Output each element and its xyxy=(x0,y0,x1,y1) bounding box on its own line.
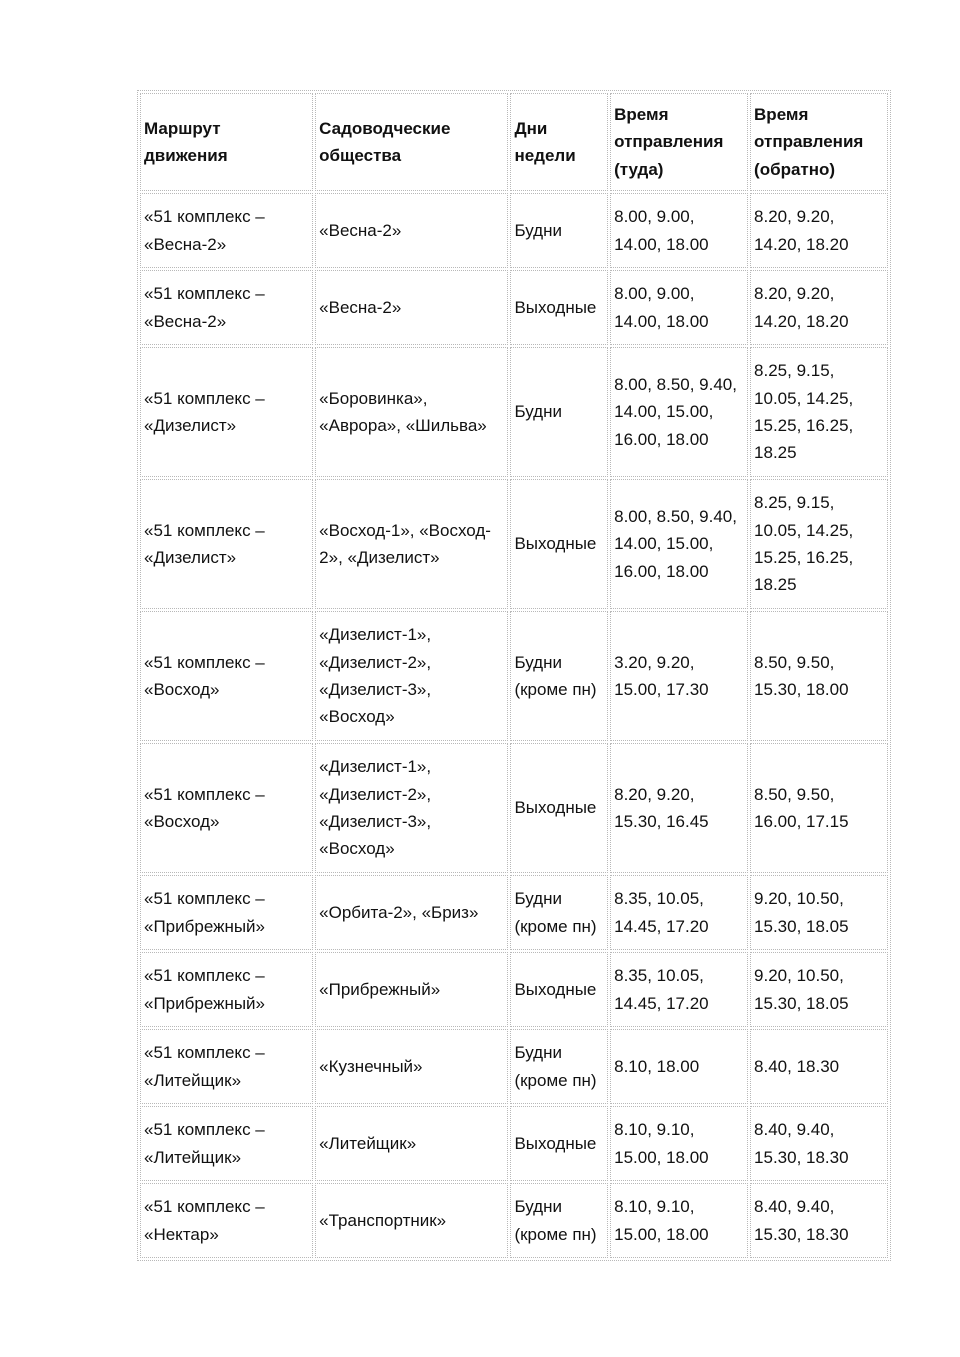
cell-line: «51 комплекс – xyxy=(144,388,265,408)
departure-to-cell xyxy=(610,1106,748,1181)
route-header xyxy=(140,93,313,191)
days-cell xyxy=(510,270,608,345)
cell-line: 3.20, 9.20, xyxy=(614,652,695,672)
cell-line: 8.50, 9.50, xyxy=(754,652,835,672)
cell-line: 8.00, 9.00, xyxy=(614,284,695,304)
departure-to-cell xyxy=(610,479,748,609)
cell-line: «51 комплекс – xyxy=(144,652,265,672)
cell-line: «Весна-2» xyxy=(144,311,227,331)
cell-line: 18.25 xyxy=(754,575,797,595)
cell-line: 8.25, 9.15, xyxy=(754,493,835,513)
days-cell xyxy=(510,1029,608,1104)
cell-line: 8.40, 9.40, xyxy=(754,1120,835,1140)
cell-line: 15.30, 18.05 xyxy=(754,916,849,936)
departure-to-cell xyxy=(610,193,748,268)
cell-line: «51 комплекс – xyxy=(144,520,265,540)
days-cell xyxy=(510,193,608,268)
header-line: отправления xyxy=(614,132,724,152)
table-row xyxy=(140,1183,888,1258)
cell-line: 8.00, 8.50, 9.40, xyxy=(614,374,737,394)
societies-cell xyxy=(315,193,508,268)
header-line: Садоводческие xyxy=(319,118,451,138)
departure-back-cell xyxy=(750,952,888,1027)
societies-cell xyxy=(315,1183,508,1258)
cell-line: «51 комплекс – xyxy=(144,1120,265,1140)
route-cell xyxy=(140,270,313,345)
cell-line: 8.40, 18.30 xyxy=(754,1056,840,1076)
cell-line: 8.10, 9.10, xyxy=(614,1197,695,1217)
cell-line: Выходные xyxy=(514,297,597,317)
cell-line: 15.25, 16.25, xyxy=(754,548,854,567)
days-cell xyxy=(510,479,608,609)
table-row xyxy=(140,875,888,950)
cell-line: 8.25, 9.15, xyxy=(754,361,835,381)
cell-line: 14.00, 18.00 xyxy=(614,234,709,254)
cell-line: 15.30, 16.45 xyxy=(614,812,709,831)
cell-line: «Дизелист-1», xyxy=(319,625,432,645)
cell-line: «Восход» xyxy=(319,839,395,859)
cell-line: «Литейщик» xyxy=(144,1147,242,1167)
societies-cell xyxy=(315,611,508,741)
table-row xyxy=(140,952,888,1027)
cell-line: 9.20, 10.50, xyxy=(754,889,844,909)
table-row xyxy=(140,479,888,609)
departure-back-cell xyxy=(750,1106,888,1181)
departure-back-cell xyxy=(750,1029,888,1104)
departure-back-cell xyxy=(750,1183,888,1258)
cell-line: «51 комплекс – xyxy=(144,784,265,804)
days-cell xyxy=(510,875,608,950)
route-cell xyxy=(140,1029,313,1104)
cell-line: 16.00, 18.00 xyxy=(614,561,709,581)
cell-line: 14.00, 18.00 xyxy=(614,311,709,331)
cell-line: 15.00, 18.00 xyxy=(614,1224,709,1244)
cell-line: (кроме пн) xyxy=(514,916,597,936)
header-line: Маршрут xyxy=(144,118,221,138)
departure-to-cell xyxy=(610,347,748,477)
cell-line: «Нектар» xyxy=(144,1224,219,1244)
cell-line: Будни xyxy=(514,220,562,240)
societies-cell xyxy=(315,479,508,609)
table-row xyxy=(140,347,888,477)
departure-to-header xyxy=(610,93,748,191)
cell-line: 14.00, 15.00, xyxy=(614,534,714,554)
cell-line: 8.35, 10.05, xyxy=(614,889,704,909)
departure-to-cell xyxy=(610,611,748,741)
route-cell xyxy=(140,952,313,1027)
cell-line: «51 комплекс – xyxy=(144,1043,265,1063)
departure-back-cell xyxy=(750,743,888,873)
cell-line: «Восход-1», «Восход- xyxy=(319,520,491,540)
schedule-table xyxy=(137,90,891,1261)
cell-line: 8.20, 9.20, xyxy=(614,784,695,804)
cell-line: 8.00, 8.50, 9.40, xyxy=(614,506,737,526)
cell-line: 14.45, 17.20 xyxy=(614,993,709,1013)
table-row xyxy=(140,611,888,741)
departure-to-cell xyxy=(610,952,748,1027)
cell-line: Выходные xyxy=(514,534,597,554)
cell-line: «Прибрежный» xyxy=(144,993,266,1013)
table-row xyxy=(140,193,888,268)
route-cell xyxy=(140,193,313,268)
societies-header xyxy=(315,93,508,191)
route-cell xyxy=(140,347,313,477)
cell-line: 18.25 xyxy=(754,443,797,463)
header-line: движения xyxy=(144,146,228,165)
cell-line: «Восход» xyxy=(319,707,395,727)
route-cell xyxy=(140,875,313,950)
cell-line: «Весна-2» xyxy=(144,234,227,254)
cell-line: 8.20, 9.20, xyxy=(754,207,835,227)
cell-line: «51 комплекс – xyxy=(144,889,265,909)
days-cell xyxy=(510,1183,608,1258)
cell-line: Будни xyxy=(514,402,562,422)
societies-cell xyxy=(315,1029,508,1104)
cell-line: «Дизелист-3», xyxy=(319,680,432,699)
cell-line: 15.30, 18.00 xyxy=(754,680,849,699)
cell-line: Будни xyxy=(514,1197,562,1217)
cell-line: «Литейщик» xyxy=(319,1133,417,1153)
cell-line: «Восход» xyxy=(144,680,220,699)
days-cell xyxy=(510,1106,608,1181)
departure-back-cell xyxy=(750,611,888,741)
cell-line: 14.20, 18.20 xyxy=(754,234,849,254)
days-cell xyxy=(510,347,608,477)
header-line: (обратно) xyxy=(754,159,836,179)
header-line: Время xyxy=(754,104,809,124)
cell-line: 2», «Дизелист» xyxy=(319,548,440,567)
departure-to-cell xyxy=(610,743,748,873)
cell-line: 10.05, 14.25, xyxy=(754,520,854,540)
cell-line: «Дизелист» xyxy=(144,416,237,435)
cell-line: «51 комплекс – xyxy=(144,966,265,986)
cell-line: «Дизелист-2», xyxy=(319,652,432,672)
cell-line: «51 комплекс – xyxy=(144,207,265,227)
cell-line: 8.35, 10.05, xyxy=(614,966,704,986)
cell-line: «Дизелист-3», xyxy=(319,812,432,831)
days-cell xyxy=(510,952,608,1027)
table-row xyxy=(140,1029,888,1104)
header-line: (туда) xyxy=(614,159,664,179)
departure-to-cell xyxy=(610,270,748,345)
cell-line: «Аврора», «Шильва» xyxy=(319,416,487,435)
cell-line: Будни xyxy=(514,889,562,909)
cell-line: (кроме пн) xyxy=(514,1070,597,1090)
route-cell xyxy=(140,611,313,741)
departure-back-cell xyxy=(750,270,888,345)
cell-line: Выходные xyxy=(514,798,597,818)
cell-line: «Транспортник» xyxy=(319,1210,447,1230)
cell-line: 8.20, 9.20, xyxy=(754,284,835,304)
cell-line: «51 комплекс – xyxy=(144,284,265,304)
header-line: общества xyxy=(319,146,402,165)
cell-line: (кроме пн) xyxy=(514,1224,597,1244)
cell-line: 8.50, 9.50, xyxy=(754,784,835,804)
route-cell xyxy=(140,1183,313,1258)
cell-line: 15.00, 18.00 xyxy=(614,1147,709,1167)
cell-line: «Дизелист» xyxy=(144,548,237,567)
header-line: отправления xyxy=(754,132,864,152)
cell-line: 14.00, 15.00, xyxy=(614,402,714,422)
header-line: Дни xyxy=(514,118,548,138)
header-line: Время xyxy=(614,104,669,124)
societies-cell xyxy=(315,1106,508,1181)
cell-line: 14.45, 17.20 xyxy=(614,916,709,936)
societies-cell xyxy=(315,270,508,345)
cell-line: 14.20, 18.20 xyxy=(754,311,849,331)
cell-line: «Кузнечный» xyxy=(319,1056,423,1076)
cell-line: «51 комплекс – xyxy=(144,1197,265,1217)
cell-line: 16.00, 17.15 xyxy=(754,812,849,831)
departure-back-header xyxy=(750,93,888,191)
cell-line: (кроме пн) xyxy=(514,680,597,699)
cell-line: «Боровинка», xyxy=(319,388,428,408)
days-header xyxy=(510,93,608,191)
cell-line: «Дизелист-2», xyxy=(319,784,432,804)
cell-line: «Весна-2» xyxy=(319,297,402,317)
cell-line: 8.00, 9.00, xyxy=(614,207,695,227)
cell-line: Выходные xyxy=(514,1133,597,1153)
cell-line: «Литейщик» xyxy=(144,1070,242,1090)
table-row xyxy=(140,1106,888,1181)
cell-line: 15.25, 16.25, xyxy=(754,416,854,435)
departure-back-cell xyxy=(750,347,888,477)
cell-line: 10.05, 14.25, xyxy=(754,388,854,408)
route-cell xyxy=(140,479,313,609)
days-cell xyxy=(510,743,608,873)
table-row xyxy=(140,743,888,873)
route-cell xyxy=(140,1106,313,1181)
cell-line: 15.30, 18.30 xyxy=(754,1147,849,1167)
cell-line: 8.10, 18.00 xyxy=(614,1056,700,1076)
cell-line: 16.00, 18.00 xyxy=(614,429,709,449)
cell-line: 15.30, 18.30 xyxy=(754,1224,849,1244)
cell-line: «Восход» xyxy=(144,812,220,831)
header-row xyxy=(140,93,888,191)
cell-line: Будни xyxy=(514,652,562,672)
departure-back-cell xyxy=(750,875,888,950)
header-line: недели xyxy=(514,146,576,165)
cell-line: «Прибрежный» xyxy=(144,916,266,936)
cell-line: «Орбита-2», «Бриз» xyxy=(319,902,479,922)
route-cell xyxy=(140,743,313,873)
cell-line: «Прибрежный» xyxy=(319,979,441,999)
cell-line: 9.20, 10.50, xyxy=(754,966,844,986)
cell-line: Выходные xyxy=(514,979,597,999)
societies-cell xyxy=(315,875,508,950)
table-body xyxy=(140,193,888,1258)
departure-to-cell xyxy=(610,875,748,950)
departure-to-cell xyxy=(610,1183,748,1258)
departure-back-cell xyxy=(750,193,888,268)
cell-line: 8.10, 9.10, xyxy=(614,1120,695,1140)
cell-line: Будни xyxy=(514,1043,562,1063)
societies-cell xyxy=(315,347,508,477)
departure-to-cell xyxy=(610,1029,748,1104)
cell-line: 15.00, 17.30 xyxy=(614,680,709,699)
cell-line: «Дизелист-1», xyxy=(319,757,432,777)
days-cell xyxy=(510,611,608,741)
departure-back-cell xyxy=(750,479,888,609)
table-row xyxy=(140,270,888,345)
cell-line: 15.30, 18.05 xyxy=(754,993,849,1013)
cell-line: 8.40, 9.40, xyxy=(754,1197,835,1217)
societies-cell xyxy=(315,743,508,873)
cell-line: «Весна-2» xyxy=(319,220,402,240)
societies-cell xyxy=(315,952,508,1027)
